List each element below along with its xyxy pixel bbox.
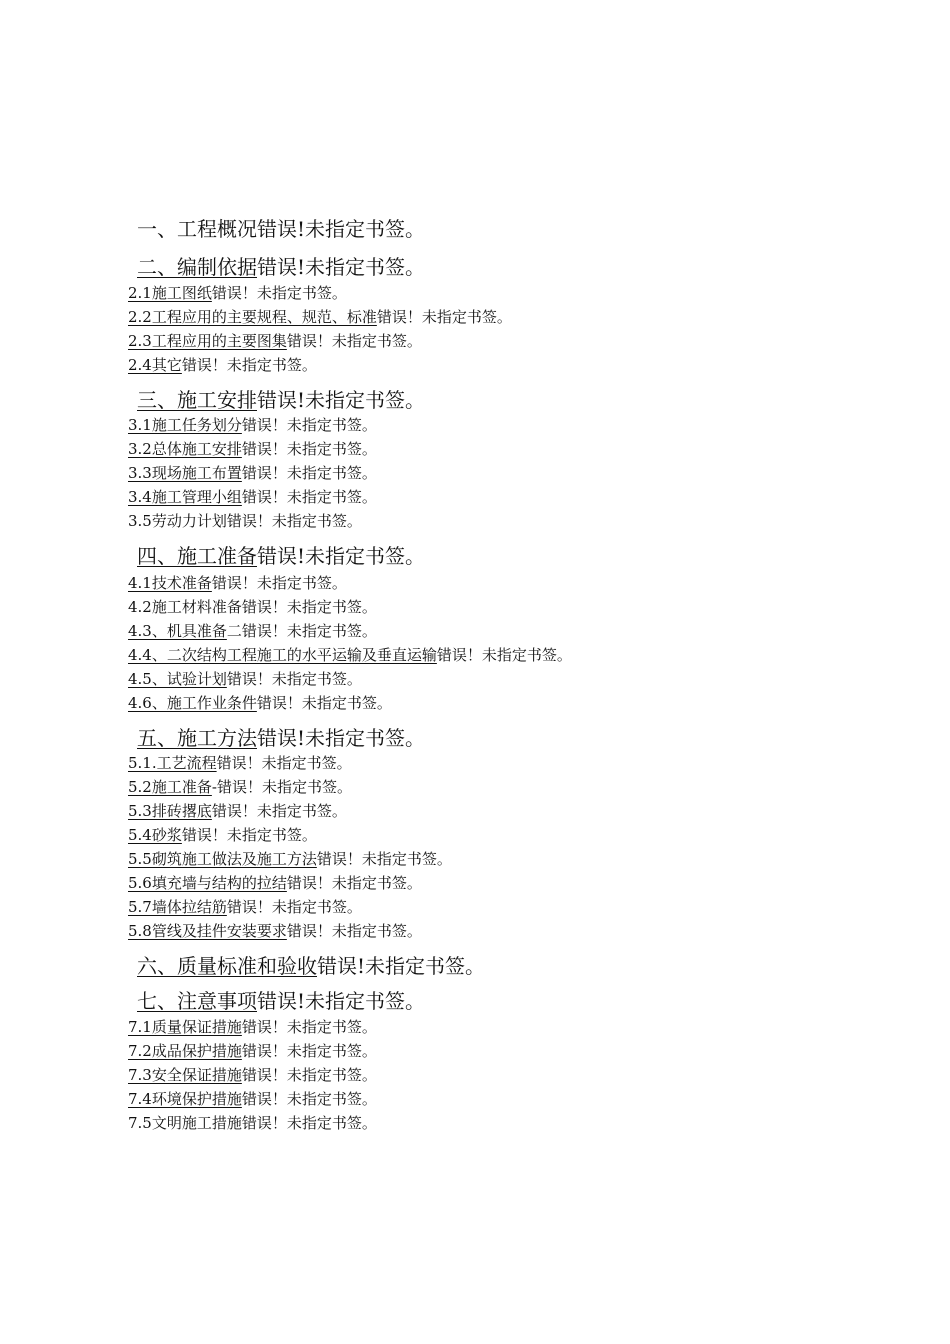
toc-entry-label: 4.4、二次结构工程施工的水平运输及垂直运输 [128, 646, 437, 664]
bookmark-error-text: 错误！未指定书签。 [241, 488, 377, 506]
toc-subentry[interactable] [128, 490, 377, 505]
toc-heading[interactable] [137, 956, 485, 976]
bookmark-error-text: 错误！未指定书签。 [181, 356, 317, 374]
bookmark-error-text: 错误!未指定书签。 [257, 217, 426, 241]
toc-subentry[interactable] [128, 514, 362, 529]
toc-heading[interactable] [137, 257, 425, 277]
toc-entry-label: 3.3现场施工布置 [128, 464, 242, 482]
toc-entry-label: 5.1.工艺流程 [128, 754, 217, 772]
bookmark-error-text: 错误！未指定书签。 [241, 622, 377, 640]
toc-entry-label: 5.7墙体拉结筋 [128, 898, 227, 916]
bookmark-error-text: 错误！未指定书签。 [241, 598, 377, 616]
bookmark-error-text: 错误！未指定书签。 [226, 898, 362, 916]
toc-entry-label: 4.5、试验计划 [128, 670, 227, 688]
bookmark-error-text: 错误！未指定书签。 [216, 778, 352, 796]
bookmark-error-text: 错误！未指定书签。 [226, 670, 362, 688]
toc-subentry[interactable] [128, 756, 352, 771]
toc-subentry[interactable] [128, 828, 317, 843]
toc-entry-label: 5.5砌筑施工做法及施工方法 [128, 850, 317, 868]
toc-entry-label: 7.5文明施工措施 [128, 1114, 242, 1132]
bookmark-error-text: 错误！未指定书签。 [241, 464, 377, 482]
toc-entry-label: 二、编制依据 [137, 255, 257, 279]
toc-subentry[interactable] [128, 804, 347, 819]
bookmark-error-text: 错误!未指定书签。 [257, 544, 426, 568]
toc-subentry[interactable] [128, 358, 317, 373]
bookmark-error-text: 错误!未指定书签。 [257, 255, 426, 279]
toc-entry-label: 5.4砂浆 [128, 826, 182, 844]
bookmark-error-text: 错误！未指定书签。 [211, 802, 347, 820]
toc-heading[interactable] [137, 219, 425, 239]
toc-heading[interactable] [137, 546, 425, 566]
toc-entry-label: 3.4施工管理小组 [128, 488, 242, 506]
toc-entry-label: 7.3安全保证措施 [128, 1066, 242, 1084]
toc-entry-label: 7.4环境保护措施 [128, 1090, 242, 1108]
toc-entry-label: 5.8管线及挂件安装要求 [128, 922, 287, 940]
toc-subentry[interactable] [128, 696, 392, 711]
bookmark-error-text: 错误！未指定书签。 [211, 284, 347, 302]
toc-subentry[interactable] [128, 648, 572, 663]
bookmark-error-text: 错误！未指定书签。 [286, 332, 422, 350]
bookmark-error-text: 错误！未指定书签。 [241, 1114, 377, 1132]
toc-subentry[interactable] [128, 624, 377, 639]
toc-subentry[interactable] [128, 576, 347, 591]
bookmark-error-text: 错误！未指定书签。 [241, 1018, 377, 1036]
toc-entry-label: 3.5劳动力计划 [128, 512, 227, 530]
toc-entry-label: 三、施工安排 [137, 388, 257, 412]
toc-entry-label: 5.2施工准备 [128, 778, 212, 796]
toc-entry-label: 5.6填充墙与结构的拉结 [128, 874, 287, 892]
toc-entry-label: 2.1施工图纸 [128, 284, 212, 302]
bookmark-error-text: 错误！未指定书签。 [286, 922, 422, 940]
toc-heading[interactable] [137, 390, 425, 410]
toc-subentry[interactable] [128, 900, 362, 915]
toc-entry-label: 2.2工程应用的主要规程、规范、标准 [128, 308, 377, 326]
bookmark-error-text: 错误！未指定书签。 [211, 574, 347, 592]
toc-subentry[interactable] [128, 334, 422, 349]
toc-subentry[interactable] [128, 1092, 377, 1107]
bookmark-error-text: 错误!未指定书签。 [257, 989, 426, 1013]
bookmark-error-text: 错误！未指定书签。 [316, 850, 452, 868]
bookmark-error-text: 错误！未指定书签。 [241, 1090, 377, 1108]
toc-entry-label: 七、注意事项 [137, 989, 257, 1013]
toc-entry-label: 2.3工程应用的主要图集 [128, 332, 287, 350]
bookmark-error-text: 错误！未指定书签。 [241, 440, 377, 458]
toc-entry-label: 六、质量标准和验收 [137, 954, 317, 978]
toc-subentry[interactable] [128, 876, 422, 891]
toc-entry-label: 五、施工方法 [137, 726, 257, 750]
toc-entry-label: 7.2成品保护措施 [128, 1042, 242, 1060]
toc-entry-label: 4.6、施工作业条件 [128, 694, 257, 712]
bookmark-error-text: 错误！未指定书签。 [226, 512, 362, 530]
toc-entry-label: 4.1技术准备 [128, 574, 212, 592]
bookmark-error-text: 错误！未指定书签。 [241, 1042, 377, 1060]
bookmark-error-text: 错误！未指定书签。 [286, 874, 422, 892]
toc-entry-label: 3.2总体施工安排 [128, 440, 242, 458]
toc-subentry[interactable] [128, 466, 377, 481]
toc-subentry[interactable] [128, 1116, 377, 1131]
toc-entry-label: 3.1施工任务划分 [128, 416, 242, 434]
toc-subentry[interactable] [128, 1044, 377, 1059]
toc-entry-label: 一、工程概况 [137, 217, 257, 241]
bookmark-error-text: 错误！未指定书签。 [216, 754, 352, 772]
bookmark-error-text: 错误！未指定书签。 [436, 646, 572, 664]
toc-heading[interactable] [137, 728, 425, 748]
toc-subentry[interactable] [128, 600, 377, 615]
bookmark-error-text: 错误！未指定书签。 [241, 1066, 377, 1084]
bookmark-error-text: 错误！未指定书签。 [256, 694, 392, 712]
toc-entry-label: 2.4其它 [128, 356, 182, 374]
toc-subentry[interactable] [128, 1068, 377, 1083]
bookmark-error-text: 错误!未指定书签。 [317, 954, 486, 978]
toc-subentry[interactable] [128, 924, 422, 939]
toc-subentry[interactable] [128, 852, 452, 867]
toc-heading[interactable] [137, 991, 425, 1011]
bookmark-error-text: 错误！未指定书签。 [241, 416, 377, 434]
bookmark-error-text: 错误!未指定书签。 [257, 388, 426, 412]
toc-subentry[interactable] [128, 672, 362, 687]
toc-subentry[interactable] [128, 418, 377, 433]
bookmark-error-text: 错误!未指定书签。 [257, 726, 426, 750]
toc-entry-tail: - [211, 778, 217, 796]
bookmark-error-text: 错误！未指定书签。 [376, 308, 512, 326]
toc-entry-label: 5.3排砖撂底 [128, 802, 212, 820]
toc-entry-label: 4.3、机具准备 [128, 622, 227, 640]
toc-entry-label: 7.1质量保证措施 [128, 1018, 242, 1036]
toc-entry-label: 四、施工准备 [137, 544, 257, 568]
toc-subentry[interactable] [128, 286, 347, 301]
toc-subentry[interactable] [128, 1020, 377, 1035]
toc-entry-label: 4.2施工材料准备 [128, 598, 242, 616]
toc-subentry[interactable] [128, 310, 512, 325]
toc-subentry[interactable] [128, 442, 377, 457]
bookmark-error-text: 错误！未指定书签。 [181, 826, 317, 844]
toc-subentry[interactable] [128, 780, 352, 795]
toc-entry-tail: 二 [226, 622, 242, 640]
